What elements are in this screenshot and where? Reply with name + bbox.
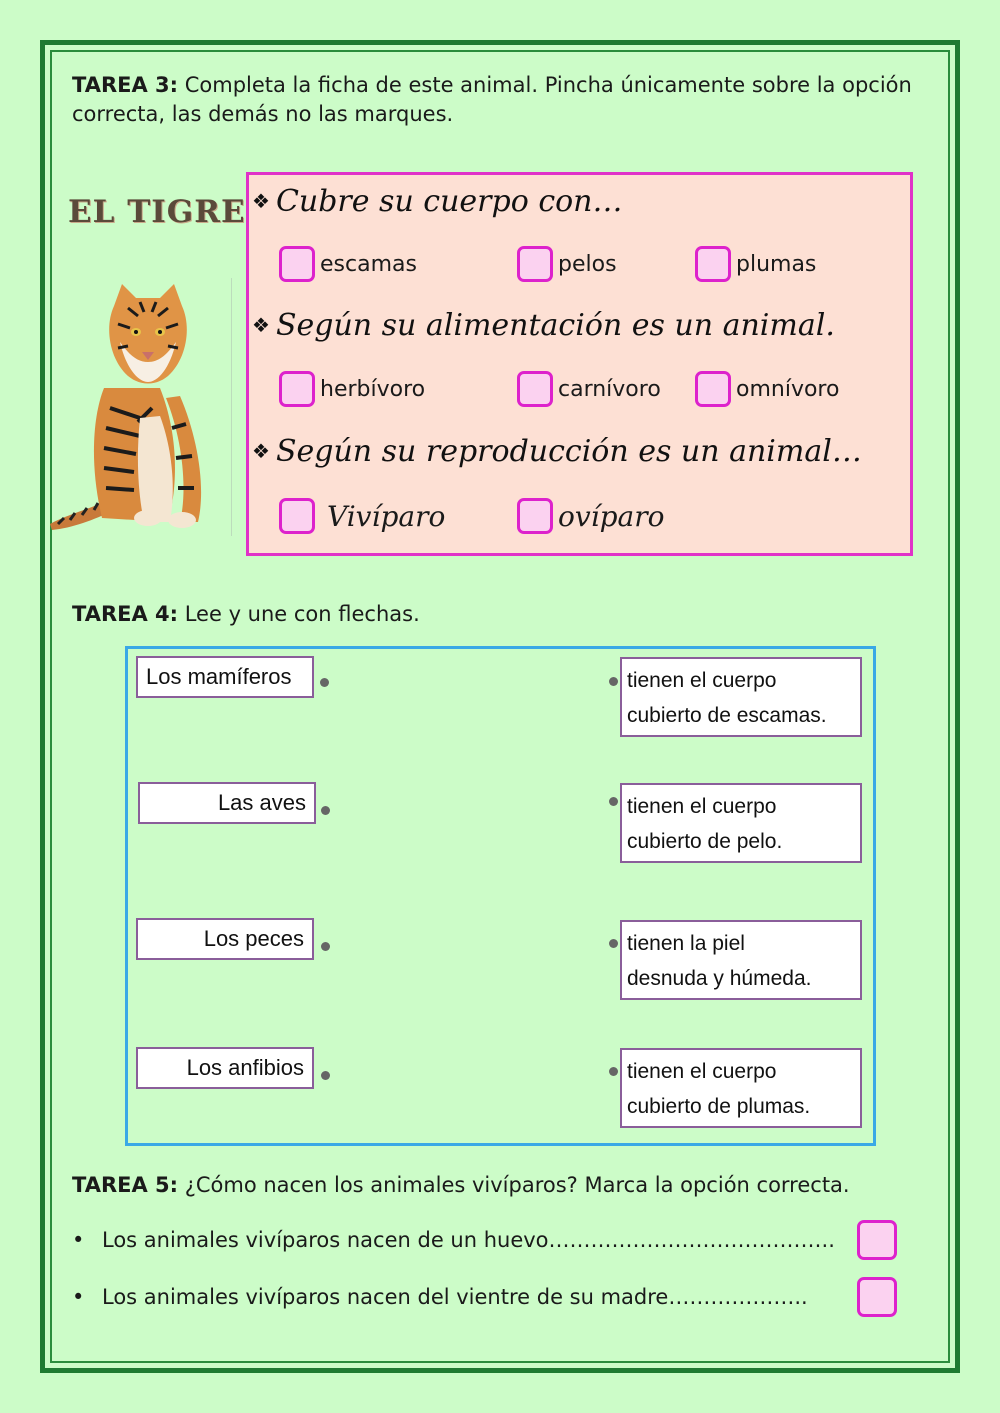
left-item-text: Los anfibios [186, 1055, 304, 1080]
tarea4-label: TAREA 4: [72, 602, 179, 626]
bullet: • [72, 1228, 85, 1252]
option-oviparo[interactable] [517, 498, 665, 534]
tarea3-text: Completa la ficha de este animal. Pincha únicamente sobre la opción correcta, las demás no las marques. [72, 73, 912, 126]
right-item-line1: tienen el cuerpo [627, 1060, 777, 1083]
option-escamas[interactable] [279, 246, 417, 282]
question-2-text: Según su alimentación es un animal. [275, 308, 835, 343]
option-carnivoro[interactable] [517, 371, 661, 407]
left-item-peces[interactable] [136, 918, 314, 960]
option-omnivoro[interactable] [695, 371, 839, 407]
left-item-text: Las aves [217, 790, 306, 815]
connector-dot[interactable] [321, 1071, 330, 1080]
question-3 [252, 434, 862, 469]
option-label: escamas [320, 251, 417, 277]
right-item-plumas[interactable] [620, 1048, 862, 1128]
connector-dot[interactable] [609, 797, 618, 806]
diamond-bullet-icon: ❖ [252, 439, 270, 463]
tarea5-instructions [72, 1171, 922, 1200]
checkbox[interactable] [279, 498, 315, 534]
connector-dot[interactable] [320, 678, 329, 687]
tarea5-option-huevo [72, 1228, 835, 1252]
right-item-line1: tienen el cuerpo [627, 669, 777, 692]
question-1-text: Cubre su cuerpo con… [275, 184, 623, 219]
question-1 [252, 184, 623, 219]
option-label: herbívoro [320, 376, 426, 402]
tarea5-option-vientre [72, 1285, 808, 1309]
diamond-bullet-icon: ❖ [252, 189, 270, 213]
option-label: ovíparo [558, 499, 665, 533]
tarea3-instructions [72, 71, 922, 129]
diamond-bullet-icon: ❖ [252, 313, 270, 337]
left-item-aves[interactable] [138, 782, 316, 824]
option-label: pelos [558, 251, 617, 277]
right-item-line2: desnuda y húmeda. [627, 967, 812, 990]
option-text: Los animales vivíparos nacen de un huevo………………………………….. [102, 1228, 835, 1252]
checkbox-huevo[interactable] [857, 1220, 897, 1260]
right-item-line1: tienen la piel [627, 932, 745, 955]
question-3-text: Según su reproducción es un animal… [275, 434, 862, 469]
bullet: • [72, 1285, 85, 1309]
checkbox[interactable] [695, 371, 731, 407]
left-item-text: Los mamíferos [146, 664, 292, 689]
connector-dot[interactable] [321, 806, 330, 815]
option-label: Vivíparo [327, 499, 446, 533]
checkbox-vientre[interactable] [857, 1277, 897, 1317]
connector-dot[interactable] [609, 1067, 618, 1076]
tiger-image [48, 278, 233, 533]
right-item-line2: cubierto de escamas. [627, 704, 827, 727]
option-herbivoro[interactable] [279, 371, 425, 407]
option-label: omnívoro [736, 376, 840, 402]
checkbox[interactable] [279, 246, 315, 282]
option-text: Los animales vivíparos nacen del vientre de su madre……………….. [102, 1285, 808, 1309]
right-item-line1: tienen el cuerpo [627, 795, 777, 818]
connector-dot[interactable] [609, 939, 618, 948]
left-item-text: Los peces [203, 926, 304, 951]
right-item-line2: cubierto de plumas. [627, 1095, 811, 1118]
image-divider [231, 278, 232, 536]
checkbox[interactable] [279, 371, 315, 407]
connector-dot[interactable] [321, 942, 330, 951]
tarea4-instructions [72, 600, 922, 629]
right-item-piel[interactable] [620, 920, 862, 1000]
tarea5-text: ¿Cómo nacen los animales vivíparos? Marca la opción correcta. [178, 1173, 850, 1197]
left-item-anfibios[interactable] [136, 1047, 314, 1089]
option-pelos[interactable] [517, 246, 617, 282]
option-label: plumas [736, 251, 817, 277]
right-item-escamas[interactable] [620, 657, 862, 737]
animal-title: EL TIGRE [68, 194, 246, 230]
right-item-line2: cubierto de pelo. [627, 830, 783, 853]
left-item-mamiferos[interactable] [136, 656, 314, 698]
checkbox[interactable] [517, 246, 553, 282]
checkbox[interactable] [517, 371, 553, 407]
tarea3-label: TAREA 3: [72, 73, 179, 97]
connector-dot[interactable] [609, 677, 618, 686]
tarea5-label: TAREA 5: [72, 1173, 179, 1197]
checkbox[interactable] [695, 246, 731, 282]
tarea4-text: Lee y une con flechas. [178, 602, 420, 626]
question-2 [252, 308, 835, 343]
option-plumas[interactable] [695, 246, 816, 282]
option-label: carnívoro [558, 376, 661, 402]
right-item-pelo[interactable] [620, 783, 862, 863]
option-viviparo[interactable] [279, 498, 445, 534]
checkbox[interactable] [517, 498, 553, 534]
